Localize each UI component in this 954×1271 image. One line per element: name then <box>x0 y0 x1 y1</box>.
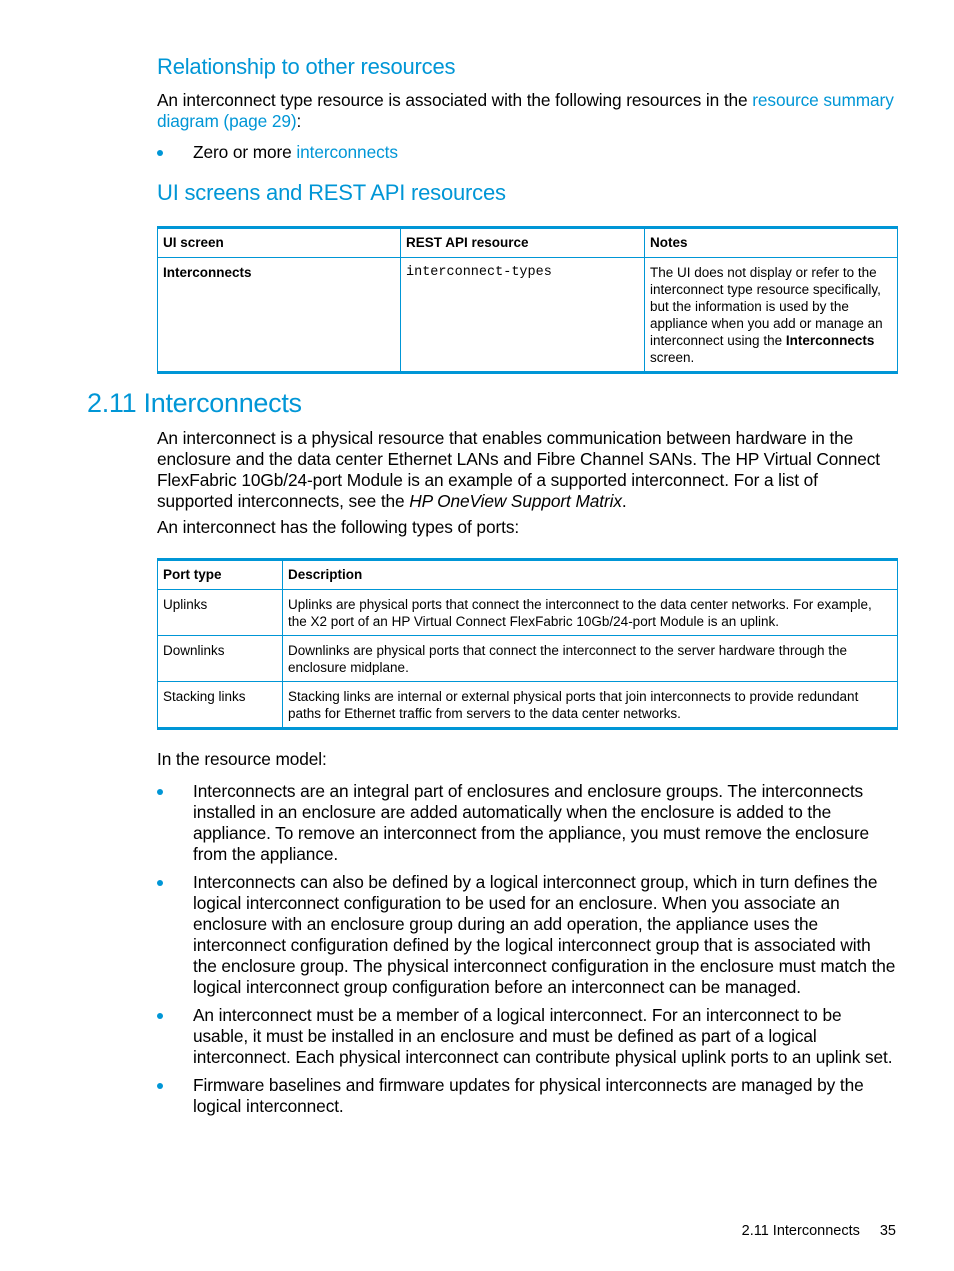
list-item <box>157 872 897 998</box>
ui-screens-table <box>157 226 898 374</box>
notes-bold: Interconnects <box>785 333 875 348</box>
port-description-cell: Stacking links are internal or external physical ports that join interconnects to provide redundant paths for Ethernet traffic from servers to the data center networks. <box>283 682 898 729</box>
paragraph-suffix: . <box>621 491 627 511</box>
bullet-text: Firmware baselines and firmware updates for physical interconnects are managed by the logical interconnect. <box>193 1075 864 1116</box>
port-type-cell: Uplinks <box>158 590 283 636</box>
column-header: REST API resource <box>401 228 645 258</box>
ports-intro: An interconnect has the following types of ports: <box>157 517 520 537</box>
bullet-text: Interconnects are an integral part of enclosures and enclosure groups. The interconnects installed in an enclosure are added automatically when the enclosure is added to the appliance. To remove an interconnect from the appliance, you must remove the enclosure from the appliance. <box>193 781 869 864</box>
subsection-heading-ui-screens: UI screens and REST API resources <box>157 180 506 205</box>
bullet-text: An interconnect must be a member of a logical interconnect. For an interconnect to be usable, it must be installed in an enclosure and must be defined as part of a logical interconnect. Each physical interconnect can contribute physical uplink ports to an uplink set. <box>193 1005 893 1067</box>
relationship-intro <box>157 90 897 132</box>
column-header: Description <box>283 560 898 590</box>
list-item <box>157 142 897 163</box>
bullet-text: Interconnects can also be defined by a logical interconnect group, which in turn defines the logical interconnect configuration to be used for an enclosure. When you associate an enclosure with an enclosure group during an add operation, the appliance uses the interconnect configuration defined by the logical interconnect group that is associated with the enclosure group. The physical interconnect configuration in the enclosure must match the logical interconnect group configuration before an interconnect can be managed. <box>193 872 896 997</box>
rest-resource-cell: interconnect-types <box>401 258 645 373</box>
ui-screen-cell: Interconnects <box>158 258 401 373</box>
column-header: Notes <box>645 228 898 258</box>
notes-cell <box>645 258 898 373</box>
subsection-heading-relationship: Relationship to other resources <box>157 54 456 79</box>
port-description-cell: Uplinks are physical ports that connect the interconnect to the data center networks. For example, the X2 port of an HP Virtual Connect FlexFabric 10Gb/24-port Module is an uplink. <box>283 590 898 636</box>
section-title: 2.11 Interconnects <box>87 388 302 418</box>
table-row <box>158 682 898 729</box>
page-footer <box>742 1223 896 1239</box>
page-number: 35 <box>879 1223 896 1239</box>
bullet-icon <box>157 789 163 795</box>
notes-suffix: screen. <box>650 350 695 365</box>
bullet-icon <box>157 1013 163 1019</box>
bullet-icon <box>157 880 163 886</box>
list-item <box>157 781 897 865</box>
footer-section: 2.11 Interconnects <box>741 1223 860 1239</box>
notes-text: The UI does not display or refer to the interconnect type resource specifically, but the information is used by the appliance when you add or manage an interconnect using the <box>650 265 883 348</box>
bullet-icon <box>157 150 163 156</box>
table-header-row <box>158 228 898 258</box>
support-matrix-title: HP OneView Support Matrix <box>409 491 622 511</box>
port-types-table <box>157 558 898 730</box>
resource-model-intro: In the resource model: <box>157 749 327 769</box>
relationship-intro-suffix: : <box>296 111 302 131</box>
interconnects-link[interactable]: interconnects <box>296 142 398 162</box>
paragraph-text: An interconnect is a physical resource that enables communication between hardware in the enclosure and the data center Ethernet LANs and Fibre Channel SANs. The HP Virtual Connect FlexFabric 10Gb/24-port Module is an example of a supported interconnect. For a list of supported interconnects, see the <box>157 428 881 511</box>
bullet-text: Zero or more <box>193 142 297 162</box>
column-header: Port type <box>158 560 283 590</box>
relationship-intro-text: An interconnect type resource is associated with the following resources in the <box>157 90 753 110</box>
resource-summary-link[interactable]: resource summary diagram (page 29) <box>157 90 894 131</box>
table-row <box>158 590 898 636</box>
port-description-cell: Downlinks are physical ports that connect the interconnect to the server hardware through the enclosure midplane. <box>283 636 898 682</box>
bullet-icon <box>157 1083 163 1089</box>
section-paragraph <box>157 428 897 512</box>
table-row <box>158 258 898 373</box>
table-row <box>158 636 898 682</box>
list-item <box>157 1005 897 1068</box>
port-type-cell: Stacking links <box>158 682 283 729</box>
table-header-row <box>158 560 898 590</box>
list-item <box>157 1075 897 1117</box>
column-header: UI screen <box>158 228 401 258</box>
port-type-cell: Downlinks <box>158 636 283 682</box>
